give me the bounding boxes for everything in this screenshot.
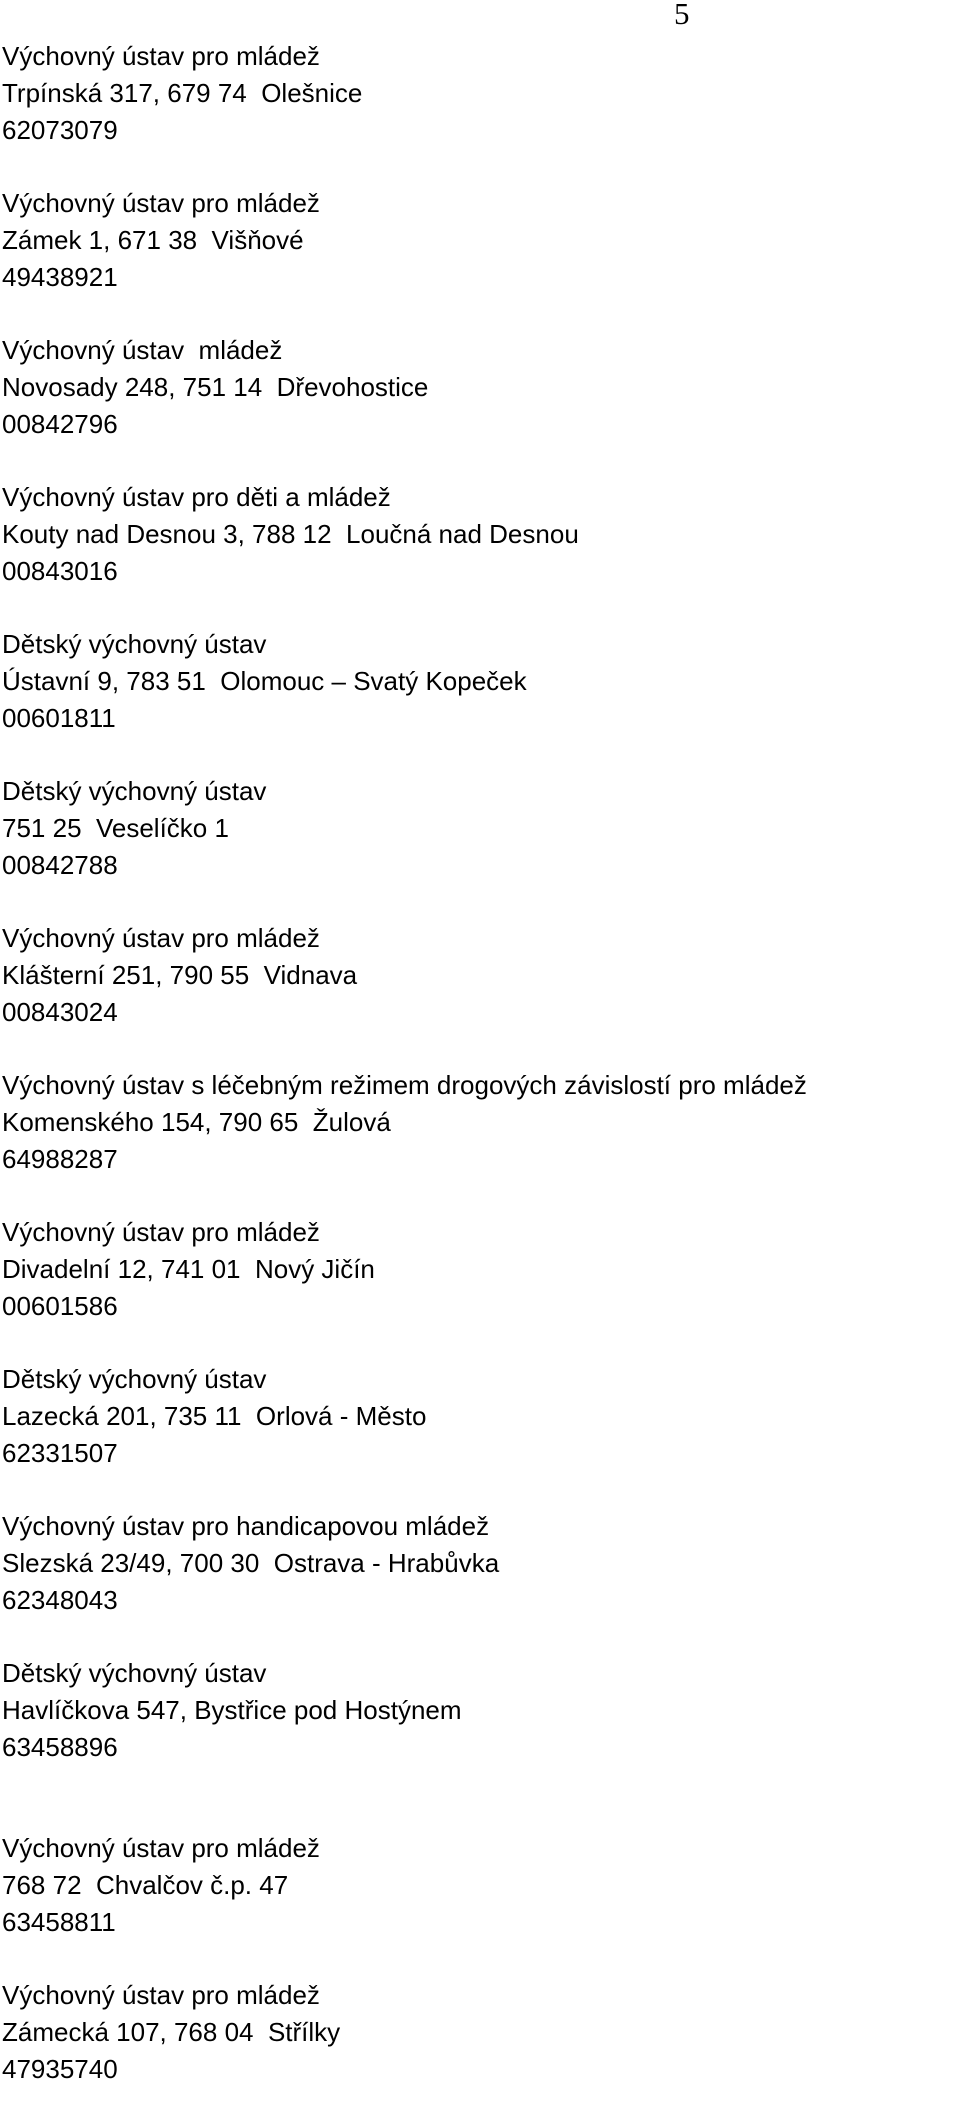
institution-entry: [2, 1508, 952, 1619]
page-number: 5: [674, 0, 690, 31]
institution-name: Výchovný ústav pro mládež: [2, 1833, 320, 1863]
institution-address: Komenského 154, 790 65 Žulová: [2, 1107, 391, 1137]
institution-entry: [2, 1361, 952, 1472]
institution-name: Dětský výchovný ústav: [2, 1364, 267, 1394]
institution-name: Výchovný ústav pro mládež: [2, 188, 320, 218]
institution-id: 64988287: [2, 1144, 118, 1174]
institution-id: 63458811: [2, 1907, 116, 1937]
institution-name: Výchovný ústav s léčebným režimem drogových závislostí pro mládež: [2, 1070, 807, 1100]
institution-address: Klášterní 251, 790 55 Vidnava: [2, 960, 358, 990]
institution-id: 62331507: [2, 1438, 118, 1468]
institution-id: 00843024: [2, 997, 118, 1027]
institution-id: 00842796: [2, 409, 118, 439]
institution-address: Ústavní 9, 783 51 Olomouc – Svatý Kopeček: [2, 666, 527, 696]
institution-id: 00601586: [2, 1291, 118, 1321]
institution-entry: [2, 332, 952, 443]
institution-entry: [2, 626, 952, 737]
institution-entry: [2, 1830, 952, 1941]
institution-entry: [2, 185, 952, 296]
institution-name: Výchovný ústav mládež: [2, 335, 283, 365]
institution-id: 47935740: [2, 2054, 118, 2084]
institution-address: Zámecká 107, 768 04 Střílky: [2, 2017, 341, 2047]
institution-id: 00843016: [2, 556, 118, 586]
institution-name: Dětský výchovný ústav: [2, 776, 267, 806]
institution-id: 62073079: [2, 115, 118, 145]
institution-entry: [2, 1067, 952, 1178]
institution-entry: [2, 1655, 952, 1766]
institution-id: 49438921: [2, 262, 118, 292]
institution-address: Havlíčkova 547, Bystřice pod Hostýnem: [2, 1695, 462, 1725]
institution-address: Divadelní 12, 741 01 Nový Jičín: [2, 1254, 375, 1284]
institution-name: Dětský výchovný ústav: [2, 629, 267, 659]
institution-address: 768 72 Chvalčov č.p. 47: [2, 1870, 289, 1900]
institution-name: Výchovný ústav pro handicapovou mládež: [2, 1511, 490, 1541]
institution-address: Lazecká 201, 735 11 Orlová - Město: [2, 1401, 427, 1431]
institution-id: 62348043: [2, 1585, 118, 1615]
institution-name: Výchovný ústav pro děti a mládež: [2, 482, 391, 512]
institution-id: 63458896: [2, 1732, 118, 1762]
institution-name: Výchovný ústav pro mládež: [2, 923, 320, 953]
institution-entry: [2, 479, 952, 590]
institution-name: Výchovný ústav pro mládež: [2, 41, 320, 71]
institution-address: Trpínská 317, 679 74 Olešnice: [2, 78, 363, 108]
institution-address: Slezská 23/49, 700 30 Ostrava - Hrabůvka: [2, 1548, 500, 1578]
institution-name: Dětský výchovný ústav: [2, 1658, 267, 1688]
institution-address: Zámek 1, 671 38 Višňové: [2, 225, 304, 255]
institution-id: 00601811: [2, 703, 116, 733]
institution-address: Kouty nad Desnou 3, 788 12 Loučná nad Desnou: [2, 519, 579, 549]
institution-entry: [2, 773, 952, 884]
institution-list: [2, 38, 952, 2088]
institution-name: Výchovný ústav pro mládež: [2, 1980, 320, 2010]
institution-entry: [2, 1977, 952, 2088]
institution-entry: [2, 1214, 952, 1325]
institution-entry: [2, 38, 952, 149]
institution-name: Výchovný ústav pro mládež: [2, 1217, 320, 1247]
institution-address: 751 25 Veselíčko 1: [2, 813, 229, 843]
institution-address: Novosady 248, 751 14 Dřevohostice: [2, 372, 429, 402]
institution-entry: [2, 920, 952, 1031]
institution-id: 00842788: [2, 850, 118, 880]
